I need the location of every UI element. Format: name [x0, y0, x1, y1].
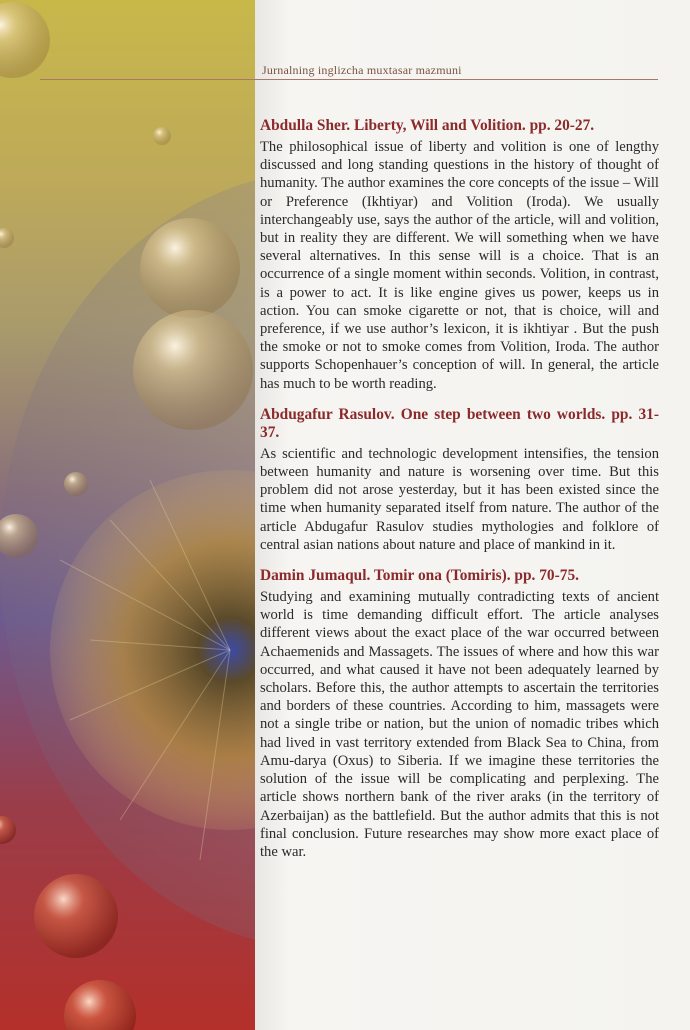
article-body: The philosophical issue of liberty and volition is one of lengthy discussed and long standing questions in the history of thought of humanity. The author examines the core concepts of the issue – Will or Preference (Ikhtiyar) and Volition (Iroda). We usually interchangeably use, says the author of the article, will and volition, but in reality they are different. We will something when we have several alternatives. In this sense will is a choice. That is an occurrence of a single moment within seconds. Volition, in contrast, is a power to act. It is like engine gives us power, keeps us in action. You can smoke cigarette or not, that is choice, will and preference, if we use author’s lexicon, it is ikhtiyar . But the push the smoke or not to smoke comes from Volition, Iroda. The author supports Schopenhauer’s conception of will. In general, the article has much to be worth reading.	[260, 139, 659, 392]
article-title: Damin Jumaqul. Tomir ona (Tomiris). pp. 70-75.	[260, 567, 579, 585]
bubbles-illustration	[0, 0, 255, 1030]
article-title: Abdugafur Rasulov. One step between two worlds. pp. 31-37.	[260, 405, 659, 441]
article-title: Abdulla Sher. Liberty, Will and Volition. pp. 20-27.	[260, 117, 595, 134]
article-body: Studying and examining mutually contradicting texts of ancient world is time demanding difficult effort. The article analyses different views about the exact place of the war occurred between Achaemenids and Massagets. The issues of where and how this war occurred, and what caused it have not been adequately learned by scholars. Before this, the author attempts to ascertain the territories and borders of these countries. According to him, massagets were not a single tribe or nation, but the union of nomadic tribes which had lived in vast territory extended from Black Sea to China, from Amu-darya (Oxus) to Siberia. If we imagine these territories the solution of the issue will be complicating and perplexing. The article shows northern bank of the river araks (in the territory of Azerbaijan) as the battlefield. But the author admits that this is not final conclusion. Future researches may show more exact place of the war.	[260, 589, 659, 860]
article-abstract	[260, 567, 659, 861]
article-body: As scientific and technologic development intensifies, the tension between humanity and nature is worsening over time. But this problem did not arose yesterday, but it has been existed since the time when humanity separated itself from nature. The author of the article Abdugafur Rasulov studies mythologies and folklore of central asian nations about nature and place of mankind in it.	[260, 445, 659, 553]
running-head: Jurnalning inglizcha muxtasar mazmuni	[262, 63, 462, 77]
article-abstract	[260, 117, 659, 393]
decorative-cover-art	[0, 0, 255, 1030]
header-rule	[40, 79, 658, 80]
article-abstract	[260, 406, 659, 554]
abstracts-list	[260, 117, 659, 874]
